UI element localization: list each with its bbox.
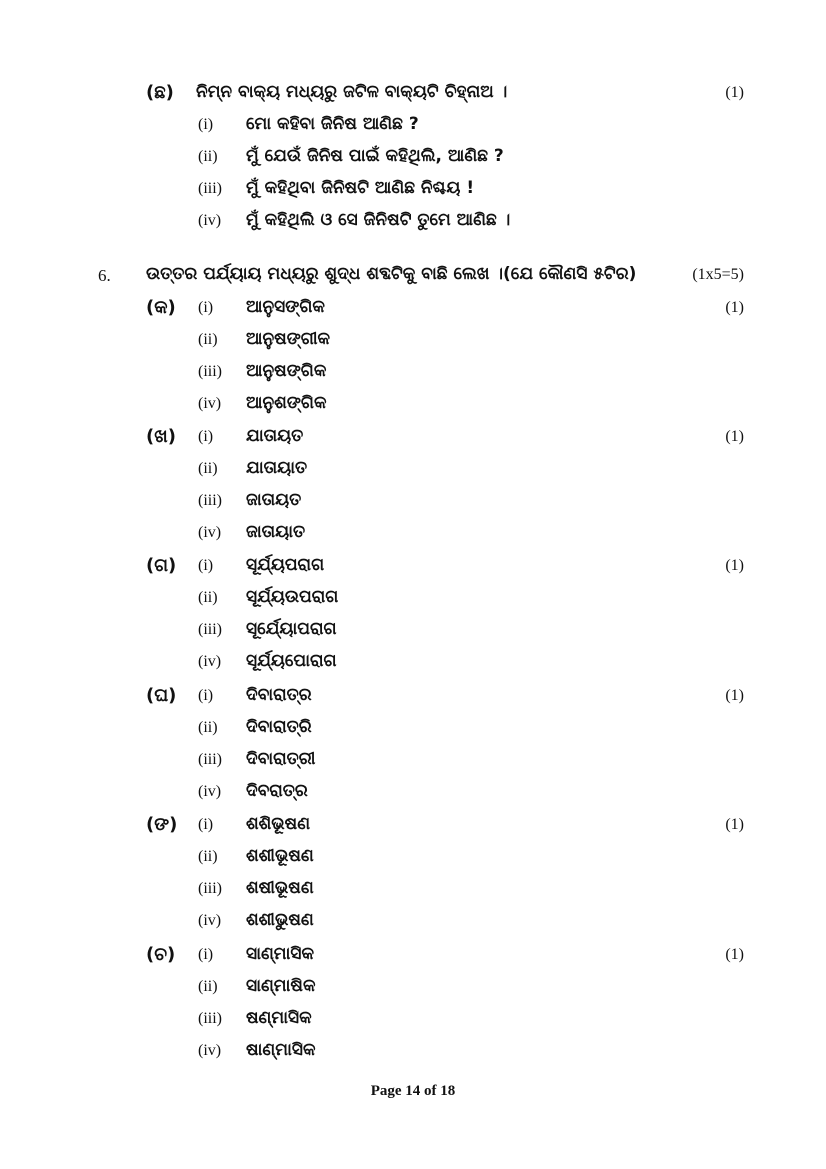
option-numeral: (ii) [198,978,218,995]
option-text: ଜାତାୟତ [246,490,302,510]
option-text: ଶଶିଭୂଷଣ [246,814,311,834]
option-row [0,391,826,421]
subquestion-row [0,683,826,713]
option-numeral: (i) [198,816,214,833]
option-text: ମୁଁ କହିଥିଲି ଓ ସେ ଜିନିଷଟି ତୁମେ ଆଣିଛ । [246,210,511,230]
subquestion-letter: (ଖ) [146,426,176,447]
option-row [0,112,826,142]
option-row [0,208,826,238]
subquestion-marks: (1) [725,557,744,574]
option-numeral: (ii) [198,331,218,348]
option-row [0,144,826,174]
question-number: 6. [98,266,111,285]
option-row [0,520,826,550]
option-numeral: (ii) [198,848,218,865]
option-text: ମୋ କହିବା ଜିନିଷ ଆଣିଛ ? [246,114,419,134]
option-numeral: (ii) [198,719,218,736]
option-numeral: (iii) [198,751,222,768]
option-numeral: (ii) [198,589,218,606]
option-numeral: (i) [198,428,214,445]
question-6-row [0,262,826,292]
option-numeral: (iii) [198,621,222,638]
option-row [0,974,826,1004]
option-numeral: (i) [198,946,214,963]
page-number-footer: Page 14 of 18 [370,1083,456,1099]
question-marks: (1x5=5) [692,266,744,283]
option-numeral: (iii) [198,880,222,897]
option-text: ଜାତାୟାତ [246,522,306,542]
option-row [0,359,826,389]
option-text: ଆନୁସଙ୍ଗିକ [246,297,325,317]
option-row [0,456,826,486]
subquestion-letter: (ଘ) [146,685,177,706]
option-text: ଆନୁଷଙ୍ଗିକ [246,361,327,381]
question-letter: (ଛ) [146,82,174,103]
option-numeral: (iii) [198,492,222,509]
option-row [0,176,826,206]
option-row [0,779,826,809]
option-text: ସୂର୍ଯ୍ୟପରାଗ [246,555,325,575]
option-row [0,327,826,357]
option-text: ଆନୁଶଙ୍ଗିକ [246,393,327,413]
option-numeral: (i) [198,116,214,133]
option-text: ଦିବାରାତ୍ର [246,685,312,705]
option-row [0,649,826,679]
option-numeral: (iii) [198,1010,222,1027]
option-text: ମୁଁ କହିଥିବା ଜିନିଷଟି ଆଣିଛ ନିଶ୍ଚୟ ! [246,178,475,198]
option-text: ଷଣ୍ମାସିକ [246,1008,312,1028]
option-numeral: (iv) [198,1042,222,1059]
option-text: ଯାତାୟତ [246,426,304,446]
subquestion-marks: (1) [725,687,744,704]
option-text: ସାଣ୍ମାସିକ [246,944,315,964]
option-row [0,585,826,615]
subquestion-marks: (1) [725,428,744,445]
option-text: ଶଷୀଭୂଷଣ [246,878,314,898]
option-row [0,747,826,777]
option-row [0,715,826,745]
subquestion-letter: (ଗ) [146,555,177,576]
subquestion-row [0,553,826,583]
option-row [0,617,826,647]
subquestion-letter: (କ) [146,297,176,318]
option-numeral: (iv) [198,783,222,800]
option-text: ଶଶୀଭୁଷଣ [246,910,314,930]
option-text: ସାଣ୍ମାଷିକ [246,976,316,996]
option-numeral: (iv) [198,395,222,412]
option-text: ଷାଣ୍ମାସିକ [246,1040,316,1060]
option-numeral: (iv) [198,524,222,541]
option-numeral: (ii) [198,460,218,477]
option-numeral: (iii) [198,363,222,380]
option-row [0,1006,826,1036]
question-text: ନିମ୍ନ ବାକ୍ୟ ମଧ୍ୟରୁ ଜଟିଳ ବାକ୍ୟଟି ଚିହ୍ନାଅ । [196,82,508,102]
option-text: ଦିବରାତ୍ର [246,781,308,801]
option-numeral: (ii) [198,148,218,165]
option-text: ଆନୁଷଙ୍ଗୀକ [246,329,331,349]
option-numeral: (i) [198,299,214,316]
option-numeral: (iv) [198,653,222,670]
option-numeral: (i) [198,687,214,704]
option-text: ଦିବାରାତ୍ରୀ [246,749,316,769]
subquestion-row [0,812,826,842]
subquestion-letter: (ଙ) [146,814,178,835]
subquestion-row [0,942,826,972]
option-row [0,1038,826,1068]
subquestion-marks: (1) [725,816,744,833]
option-text: ଯାତାୟାତ [246,458,308,478]
option-text: ଦିବାରାତ୍ରି [246,717,312,737]
question-marks: (1) [725,84,744,101]
option-text: ସୂର୍ଯ୍ୟଉପରାଗ [246,587,339,607]
option-text: ସୂର୍ଯ୍ୟପୋରାଗ [246,651,337,671]
subquestion-marks: (1) [725,299,744,316]
question-text: ଉତ୍ତର ପର୍ଯ୍ୟାୟ ମଧ୍ୟରୁ ଶୁଦ୍ଧ ଶବ୍ଦଟିକୁ ବାଛି ଲେଖ ।(ଯେ କୌଣସି ୫ଟିର) [146,264,637,284]
question-cha-row [0,80,826,110]
option-numeral: (iii) [198,180,222,197]
option-numeral: (i) [198,557,214,574]
option-row [0,488,826,518]
option-row [0,908,826,938]
option-row [0,876,826,906]
option-text: ମୁଁ ଯେଉଁ ଜିନିଷ ପାଇଁ କହିଥିଲି, ଆଣିଛ ? [246,146,504,166]
option-numeral: (iv) [198,212,222,229]
subquestion-row [0,295,826,325]
option-numeral: (iv) [198,912,222,929]
subquestion-marks: (1) [725,946,744,963]
option-text: ସୂର୍ଯ୍ୟୋପରାଗ [246,619,337,639]
option-text: ଶଶୀଭୂଷଣ [246,846,314,866]
option-row [0,844,826,874]
subquestion-row [0,424,826,454]
subquestion-letter: (ଚ) [146,944,176,965]
